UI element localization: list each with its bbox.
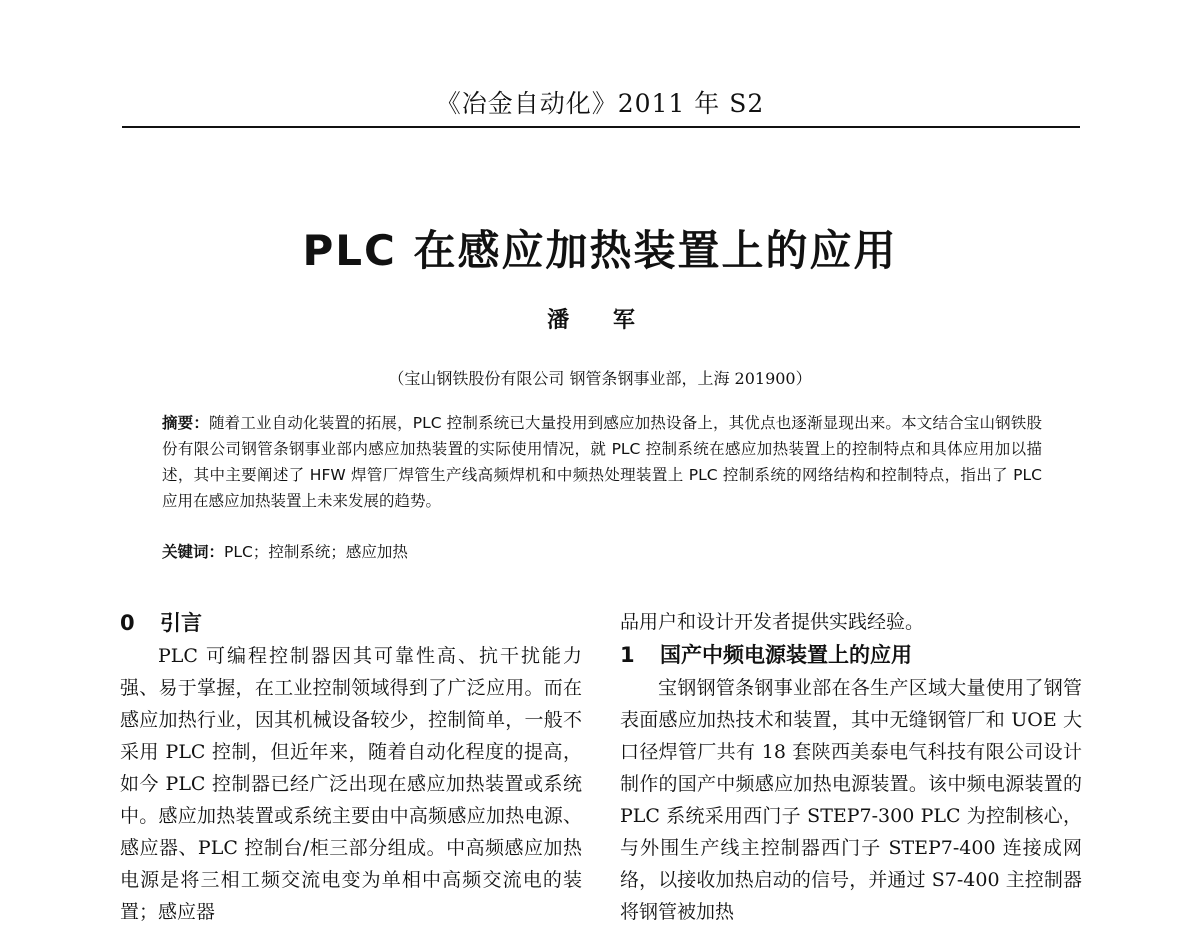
body-paragraph-continuation: 品用户和设计开发者提供实践经验。: [620, 611, 925, 633]
section-heading-0: [120, 606, 582, 640]
section-title: 国产中频电源装置上的应用: [660, 643, 912, 667]
abstract-text: 随着工业自动化装置的拓展，PLC 控制系统已大量投用到感应加热设备上，其优点也逐渐显现出来。本文结合宝山钢铁股份有限公司钢管条钢事业部内感应加热装置的实际使用情况，就 PLC 控制系统在感应加热装置上的控制特点和具体应用加以描述，其中主要阐述了 HFW 焊管厂焊管生产线高频焊机和中频热处理装置上 PLC 控制系统的网络结构和控制特点，指出了 PLC 应用在感应加热装置上未来发展的趋势。: [162, 414, 1042, 510]
abstract-label: 摘要：: [162, 414, 210, 432]
body-paragraph: 宝钢钢管条钢事业部在各生产区域大量使用了钢管表面感应加热技术和装置，其中无缝钢管厂和 UOE 大口径焊管厂共有 18 套陕西美泰电气科技有限公司设计制作的国产中频感应加热电源装置。该中频电源装置的 PLC 系统采用西门子 STEP7-300 PLC 为控制核心，与外围生产线主控制器西门子 STEP7-400 连接成网络，以接收加热启动的信号，并通过 S7-400 主控制器将钢管被加热: [620, 677, 1082, 923]
keywords-label: 关键词：: [162, 543, 225, 561]
section-number: 0: [120, 611, 135, 635]
article-affiliation: （宝山钢铁股份有限公司 钢管条钢事业部，上海 201900）: [388, 369, 812, 388]
right-column: [620, 606, 1082, 928]
left-column: [120, 606, 582, 928]
article-title: PLC 在感应加热装置上的应用: [302, 226, 898, 275]
section-heading-1: [620, 638, 1082, 672]
body-paragraph: PLC 可编程控制器因其可靠性高、抗干扰能力强、易于掌握，在工业控制领域得到了广泛应用。而在感应加热行业，因其机械设备较少，控制简单，一般不采用 PLC 控制，但近年来，随着自动化程度的提高，如今 PLC 控制器已经广泛出现在感应加热装置或系统中。感应加热装置或系统主要由中高频感应加热电源、感应器、PLC 控制台/柜三部分组成。中高频感应加热电源是将三相工频交流电变为单相中高频交流电的装置；感应器: [120, 645, 582, 923]
section-title: 引言: [160, 611, 202, 635]
keywords: [162, 539, 1042, 565]
keywords-text: PLC；控制系统；感应加热: [224, 543, 408, 561]
article-author: 潘 军: [547, 307, 653, 333]
abstract: [162, 410, 1042, 514]
section-number: 1: [620, 643, 635, 667]
header-rule: [122, 126, 1080, 128]
journal-header: 《冶金自动化》2011 年 S2: [435, 89, 765, 118]
